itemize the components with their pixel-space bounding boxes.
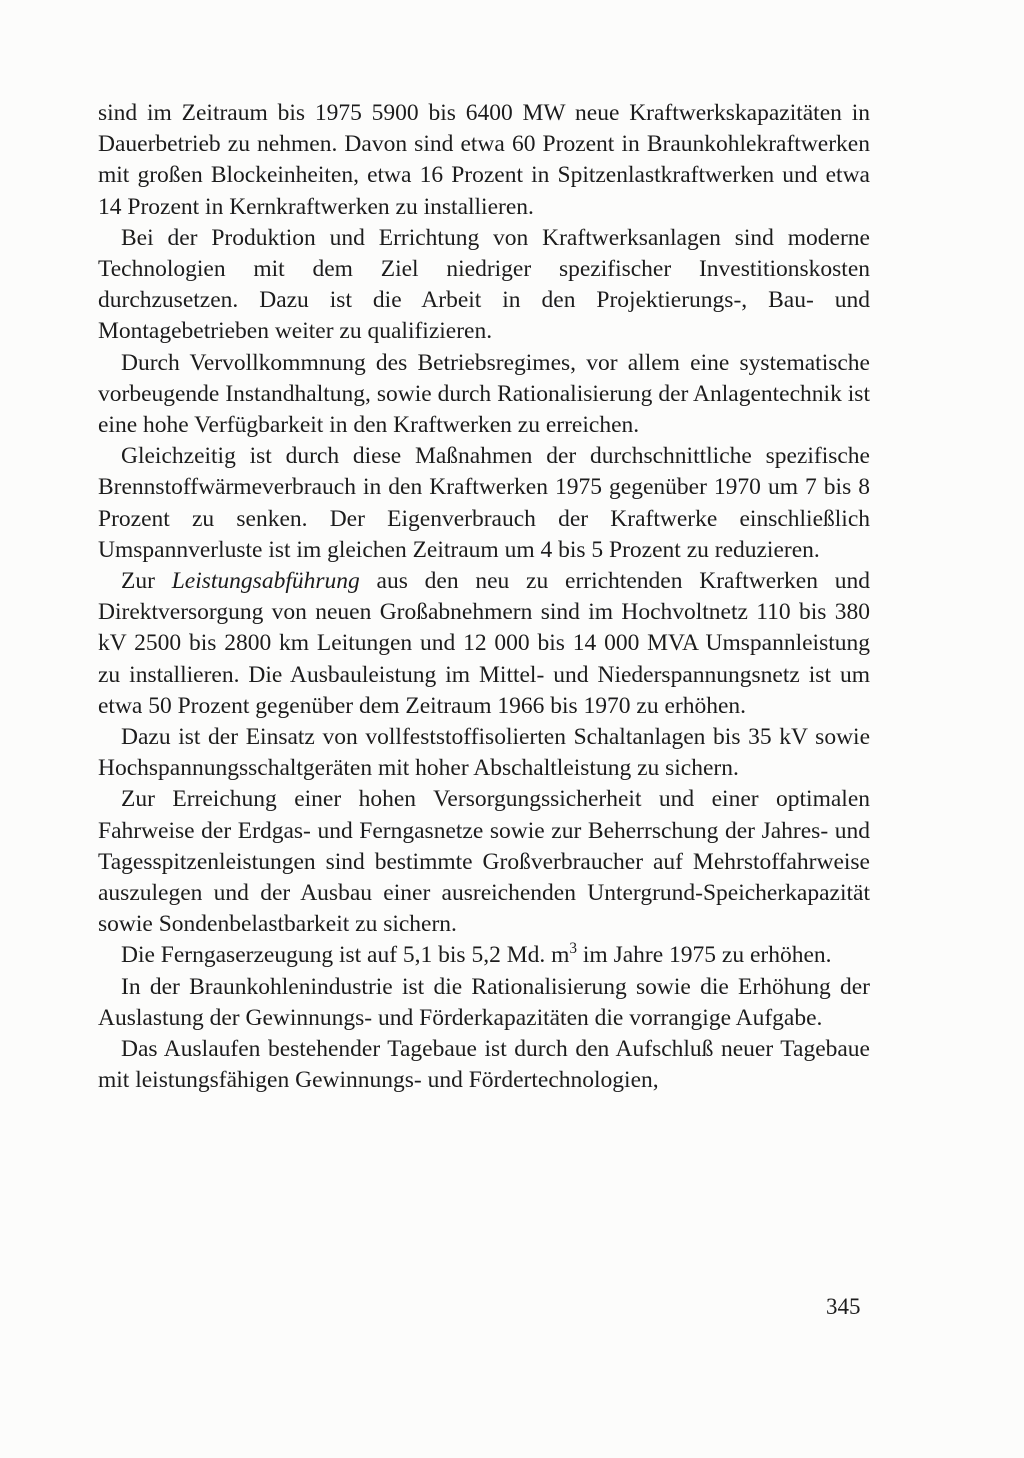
paragraph-5-rest: aus den neu zu errichtenden Kraftwerken und Direktversorgung von neuen Großabnehmern sind im Hochvoltnetz 110 bis 380 kV 2500 bis 2800 km Leitungen und 12 000 bis 14 000 MVA Umspannleistung zu installieren. Die Ausbauleistung im Mittel- und Niederspannungsnetz ist um etwa 50 Prozent gegenüber dem Zeitraum 1966 bis 1970 zu erhöhen. [98, 568, 870, 719]
paragraph-1: sind im Zeitraum bis 1975 5900 bis 6400 MW neue Kraftwerkskapazitäten in Dauerbetrieb zu nehmen. Davon sind etwa 60 Prozent in Braunkohlekraftwerken mit großen Blockeinheiten, etwa 16 Prozent in Spitzenlastkraftwerken und etwa 14 Prozent in Kernkraftwerken zu installieren. [98, 100, 870, 220]
body-text [98, 98, 870, 1097]
paragraph-5 [98, 566, 870, 722]
page-number: 345 [826, 1294, 861, 1319]
paragraph-7: Zur Erreichung einer hohen Versorgungssicherheit und einer optimalen Fahrweise der Erdgas- und Ferngasnetze sowie zur Beherrschung der Jahres- und Tagesspitzenleistungen sind bestimmte Großverbraucher auf Mehrstoffahrweise auszulegen und der Ausbau einer ausreichenden Untergrund-Speicherkapazität sowie Sondenbelastbarkeit zu sichern. [98, 786, 870, 938]
paragraph-2: Bei der Produktion und Errichtung von Kraftwerksanlagen sind moderne Technologien mit dem Ziel niedriger spezifischer Investitionskosten durchzusetzen. Dazu ist die Arbeit in den Projektierungs-, Bau- und Montagebetrieben weiter zu qualifizieren. [98, 224, 870, 345]
paragraph-10: Das Auslaufen bestehender Tagebaue ist durch den Aufschluß neuer Tagebaue mit leistungsfähigen Gewinnungs- und Fördertechnologien, [98, 1036, 870, 1094]
paragraph-8-after: im Jahre 1975 zu erhöhen. [577, 942, 832, 969]
italic-term: Leistungsabführung [171, 568, 360, 595]
paragraph-4: Gleichzeitig ist durch diese Maßnahmen der durchschnittliche spezifische Brennstoffwärmeverbrauch in den Kraftwerken 1975 gegenüber 1970 um 7 bis 8 Prozent zu senken. Der Eigenverbrauch der Kraftwerke einschließlich Umspannverluste ist im gleichen Zeitraum um 4 bis 5 Prozent zu reduzieren. [98, 443, 870, 563]
paragraph-8 [98, 940, 870, 971]
superscript-3: 3 [569, 940, 578, 958]
paragraph-5-prefix: Zur [121, 568, 172, 595]
paragraph-3: Durch Vervollkommnung des Betriebsregimes, vor allem eine systematische vorbeugende Instandhaltung, sowie durch Rationalisierung der Anlagentechnik ist eine hohe Verfügbarkeit in den Kraftwerken zu erreichen. [98, 349, 870, 439]
paragraph-8-before: Die Ferngaserzeugung ist auf 5,1 bis 5,2 Md. m [121, 942, 570, 969]
paragraph-6: Dazu ist der Einsatz von vollfeststoffisolierten Schaltanlagen bis 35 kV sowie Hochspannungsschaltgeräten mit hoher Abschaltleistung zu sichern. [98, 724, 870, 782]
paragraph-9: In der Braunkohlenindustrie ist die Rationalisierung sowie die Erhöhung der Auslastung der Gewinnungs- und Förderkapazitäten die vorrangige Aufgabe. [98, 973, 870, 1031]
